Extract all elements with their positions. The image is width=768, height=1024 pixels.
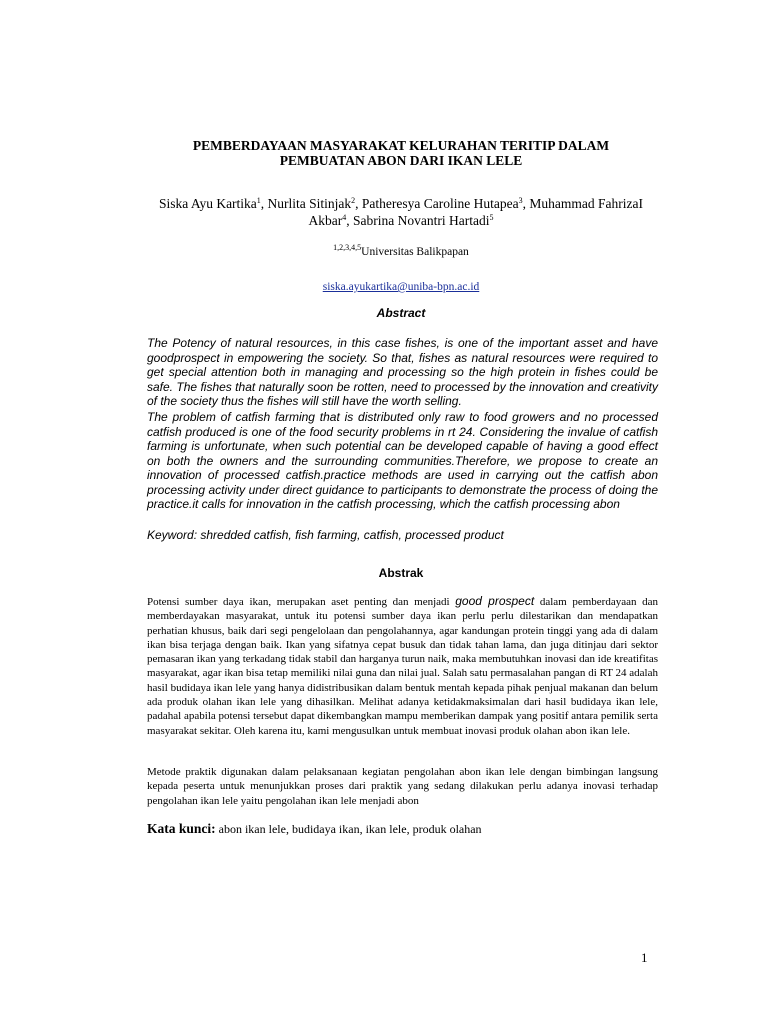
author-4-sup: 4 xyxy=(342,213,347,222)
author-2-sup: 2 xyxy=(351,196,356,205)
abstrak-p1-italic: good prospect xyxy=(455,594,535,608)
author-sep: , xyxy=(260,196,268,211)
abstract-paragraph-1: The Potency of natural resources, in this case fishes, is one of the important asset and have goodprospect in empowering the society. So that, fishes as natural resources were required to get special attention both in managing and processing so the high protein in fishes could be safe. The fishes that naturally soon be rotten, need to processed by the innovation and creativity of the society thus the fishes will still have the worth selling. xyxy=(147,336,658,408)
author-2: Nurlita Sitinjak xyxy=(267,196,352,211)
kata-kunci-value: abon ikan lele, budidaya ikan, ikan lele, produk olahan xyxy=(215,822,482,836)
author-list xyxy=(110,195,692,229)
author-3-sup: 3 xyxy=(518,196,523,205)
affiliation-name: Universitas Balikpapan xyxy=(361,246,469,258)
author-5-sup: 5 xyxy=(489,213,494,222)
title-line-2: PEMBUATAN ABON DARI IKAN LELE xyxy=(279,153,523,168)
abstrak-paragraph-2: Metode praktik digunakan dalam pelaksanaan kegiatan pengolahan abon ikan lele dengan bimbingan langsung kepada peserta untuk menunjukkan proses dari praktik yang sedang dilakukan perlu adanya inovasi terhadap pengolahan ikan lele yaitu pengolahan ikan lele menjadi abon xyxy=(147,766,658,807)
abstract-paragraph-2: The problem of catfish farming that is distributed only raw to food growers and no processed catfish produced is one of the food security problems in rt 24. Considering the invalue of catfish farming is unfortunate, when such potential can be developed capable of having a good effect on both the owners and the surrounding communities.Therefore, we propose to create an innovation of processed catfish.practice methods are used in carrying out the catfish abon processing activity under direct guidance to participants to demonstrate the process of doing the practice.it calls for innovation in the catfish processing, which the catfish processing abon xyxy=(147,410,658,511)
author-3: Patheresya Caroline Hutapea xyxy=(361,196,519,211)
abstrak-p1-start: Potensi sumber daya ikan, merupakan aset penting dan menjadi xyxy=(147,596,456,608)
author-1-sup: 1 xyxy=(256,196,261,205)
author-4-part-1: Muhammad FahrizaI xyxy=(529,196,643,211)
author-sep: , xyxy=(346,213,354,228)
title-line-1: PEMBERDAYAAN MASYARAKAT KELURAHAN TERITIP DALAM xyxy=(192,138,610,153)
kata-kunci xyxy=(147,821,667,837)
kata-kunci-label: Kata kunci: xyxy=(147,821,216,836)
author-4-part-2: Akbar xyxy=(308,213,343,228)
affiliation xyxy=(100,243,702,258)
author-sep: , xyxy=(355,196,362,211)
abstrak-p1-rest: dalam pemberdayaan dan memberdayakan masyarakat, untuk itu potensi sumber daya ikan perlu perlu dilestarikan dan mendapatkan perhatian khusus, baik dari segi pengelolaan dan pengolahannya, agar kandungan protein tinggi yang ada di dalam ikan bisa terjaga dengan baik. Ikan yang sifatnya cepat busuk dan tidak tahan lama, dan juga ditinjau dari sektor pemasaran ikan yang terkadang tidak stabil dan harganya turun naik, maka membutuhkan inovasi dan ide kreatifitas masyarakat, agar ikan bisa tetap memiliki nilai guna dan nilai jual. Salah satu permasalahan pangan di RT 24 adalah hasil budidaya ikan lele yang hanya didistribusikan dalam bentuk mentah kepada pihak penjual makanan dan belum ada produk olahan ikan lele yang dihasilkan. Melihat adanya ketidakmaksimalan dari hasil budidaya ikan lele, padahal apabila potensi tersebut dapat dikembangkan mampu memberikan dampak yang positif antara pemilik serta masyarakat sekitar. Oleh karena itu, kami mengusulkan untuk membuat inovasi produk olahan abon ikan lele. xyxy=(147,596,659,737)
email-link[interactable]: siska.ayukartika@uniba-bpn.ac.id xyxy=(322,281,480,293)
abstract-heading: Abstract xyxy=(376,306,426,320)
paper-title xyxy=(100,138,702,168)
author-sep: , xyxy=(522,196,530,211)
author-1: Siska Ayu Kartika xyxy=(159,196,257,211)
author-5: Sabrina Novantri Hartadi xyxy=(353,213,490,228)
abstrak-paragraph-1 xyxy=(147,594,658,738)
abstrak-heading: Abstrak xyxy=(378,566,424,580)
affiliation-sup: 1,2,3,4,5 xyxy=(333,243,362,252)
page-number: 1 xyxy=(641,950,648,965)
abstract-keywords: Keyword: shredded catfish, fish farming, catfish, processed product xyxy=(147,528,504,542)
